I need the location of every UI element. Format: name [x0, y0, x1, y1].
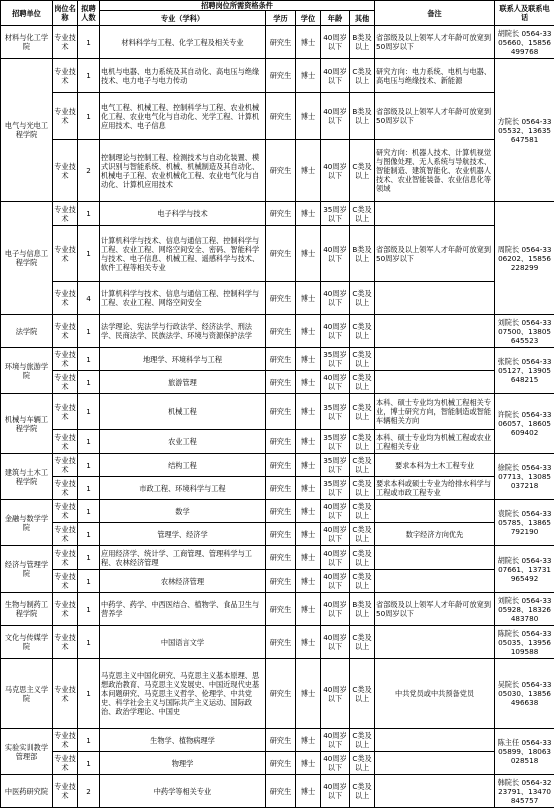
contact-cell: 陈主任 0564-3305899、18063028518: [495, 729, 554, 775]
position-cell: 专业技术: [53, 282, 78, 315]
age-cell: 35周岁以下: [321, 394, 350, 430]
position-cell: 专业技术: [53, 570, 78, 593]
note-cell: 本科、硕士专业均为机械工程相关专业，博士研究方向，智能制造或智能车辆相关方向: [375, 394, 495, 430]
note-cell: 省部级及以上领军人才年龄可放宽到50周岁以下: [375, 93, 495, 140]
count-cell: 1: [78, 626, 100, 659]
header-education: 学历: [266, 11, 296, 26]
count-cell: 1: [78, 226, 100, 282]
other-cell: B类及以上: [350, 226, 375, 282]
age-cell: 40周岁以下: [321, 775, 350, 808]
unit-cell: 电气与光电工程学院: [1, 59, 53, 202]
contact-cell: 张院长 0564-3305127、13905648215: [495, 348, 554, 394]
other-cell: C类及以上: [350, 626, 375, 659]
other-cell: C类及以上: [350, 546, 375, 570]
position-cell: 专业技术: [53, 202, 78, 226]
table-row: [1, 93, 554, 140]
age-cell: 40周岁以下: [321, 26, 350, 59]
count-cell: 1: [78, 570, 100, 593]
degree-cell: 博士: [296, 477, 321, 500]
position-cell: 专业技术: [53, 477, 78, 500]
other-cell: C类及以上: [350, 202, 375, 226]
table-row: [1, 454, 554, 477]
unit-cell: 经济与管理学院: [1, 546, 53, 593]
note-cell: 要求本科或硕士专业为给排水科学与工程或市政工程专业: [375, 477, 495, 500]
degree-cell: 博士: [296, 371, 321, 394]
unit-cell: 金融与数学学院: [1, 500, 53, 546]
other-cell: C类及以上: [350, 282, 375, 315]
major-cell: 地理学、环境科学与工程: [100, 348, 266, 371]
degree-cell: 博士: [296, 202, 321, 226]
age-cell: 35周岁以下: [321, 454, 350, 477]
count-cell: 2: [78, 775, 100, 808]
education-cell: 研究生: [266, 371, 296, 394]
table-row: [1, 371, 554, 394]
header-age: 年龄: [321, 11, 350, 26]
note-cell: 数字经济方向优先: [375, 523, 495, 546]
age-cell: 35周岁以下: [321, 202, 350, 226]
position-cell: 专业技术: [53, 626, 78, 659]
age-cell: 40周岁以下: [321, 93, 350, 140]
note-cell: [375, 202, 495, 226]
major-cell: 计算机科学与技术、信息与通信工程、控制科学与工程、农业工程、网络空间安全、密码、智能科学与技术、电子信息、机械工程、遥感科学与技术、软件工程等相关专业: [100, 226, 266, 282]
note-cell: [375, 546, 495, 570]
major-cell: 中国语言文学: [100, 626, 266, 659]
note-cell: [375, 570, 495, 593]
age-cell: 35周岁以下: [321, 477, 350, 500]
contact-cell: 周院长 0564-3306202、15856228299: [495, 202, 554, 315]
major-cell: 中药学等相关专业: [100, 775, 266, 808]
education-cell: 研究生: [266, 752, 296, 775]
position-cell: 专业技术: [53, 93, 78, 140]
degree-cell: 博士: [296, 26, 321, 59]
unit-cell: 机械与车辆工程学院: [1, 394, 53, 454]
major-cell: 应用经济学、统计学、工商管理、管理科学与工程、农林经济管理: [100, 546, 266, 570]
other-cell: C类及以上: [350, 348, 375, 371]
other-cell: C类及以上: [350, 394, 375, 430]
other-cell: C类及以上: [350, 430, 375, 454]
header-other: 其他: [350, 11, 375, 26]
position-cell: 专业技术: [53, 523, 78, 546]
note-cell: [375, 626, 495, 659]
position-cell: 专业技术: [53, 729, 78, 752]
major-cell: 计算机科学与技术、信息与通信工程、控制科学与工程、农业工程、网络空间安全: [100, 282, 266, 315]
other-cell: C类及以上: [350, 140, 375, 202]
count-cell: 1: [78, 593, 100, 626]
contact-cell: 胡院长 0564-3307661、13731965492: [495, 546, 554, 593]
note-cell: [375, 775, 495, 808]
other-cell: C类及以上: [350, 523, 375, 546]
position-cell: 专业技术: [53, 26, 78, 59]
count-cell: 1: [78, 348, 100, 371]
unit-cell: 中医药研究院: [1, 775, 53, 808]
education-cell: 研究生: [266, 315, 296, 348]
major-cell: 数学: [100, 500, 266, 523]
table-row: [1, 500, 554, 523]
table-row: [1, 315, 554, 348]
degree-cell: 博士: [296, 394, 321, 430]
education-cell: 研究生: [266, 500, 296, 523]
contact-cell: 许院长 0564-3306057、18605609402: [495, 394, 554, 454]
degree-cell: 博士: [296, 315, 321, 348]
unit-cell: 材料与化工学院: [1, 26, 53, 59]
major-cell: 农林经济管理: [100, 570, 266, 593]
position-cell: 专业技术: [53, 226, 78, 282]
degree-cell: 博士: [296, 430, 321, 454]
other-cell: C类及以上: [350, 729, 375, 752]
position-cell: 专业技术: [53, 371, 78, 394]
age-cell: 40周岁以下: [321, 500, 350, 523]
position-cell: 专业技术: [53, 775, 78, 808]
contact-cell: 吴院长 0564-3305030、13856496638: [495, 659, 554, 729]
note-cell: [375, 500, 495, 523]
age-cell: 40周岁以下: [321, 315, 350, 348]
age-cell: 40周岁以下: [321, 546, 350, 570]
note-cell: [375, 315, 495, 348]
education-cell: 研究生: [266, 59, 296, 93]
header-degree: 学位: [296, 11, 321, 26]
count-cell: 1: [78, 26, 100, 59]
other-cell: C类及以上: [350, 371, 375, 394]
education-cell: 研究生: [266, 729, 296, 752]
count-cell: 1: [78, 477, 100, 500]
education-cell: 研究生: [266, 140, 296, 202]
major-cell: 旅游管理: [100, 371, 266, 394]
unit-cell: 马克思主义学院: [1, 659, 53, 729]
count-cell: 1: [78, 394, 100, 430]
table-row: [1, 523, 554, 546]
degree-cell: 博士: [296, 348, 321, 371]
age-cell: 40周岁以下: [321, 570, 350, 593]
header-unit: 招聘单位: [1, 1, 53, 26]
table-row: [1, 26, 554, 59]
other-cell: C类及以上: [350, 500, 375, 523]
degree-cell: 博士: [296, 775, 321, 808]
header-contact: 联系人及联系电话: [495, 1, 554, 26]
count-cell: 1: [78, 430, 100, 454]
education-cell: 研究生: [266, 570, 296, 593]
education-cell: 研究生: [266, 626, 296, 659]
other-cell: C类及以上: [350, 59, 375, 93]
other-cell: C类及以上: [350, 775, 375, 808]
unit-cell: 文化与传媒学院: [1, 626, 53, 659]
count-cell: 2: [78, 140, 100, 202]
table-row: [1, 626, 554, 659]
degree-cell: 博士: [296, 570, 321, 593]
education-cell: 研究生: [266, 226, 296, 282]
position-cell: 专业技术: [53, 140, 78, 202]
note-cell: [375, 371, 495, 394]
education-cell: 研究生: [266, 477, 296, 500]
degree-cell: 博士: [296, 282, 321, 315]
count-cell: 1: [78, 454, 100, 477]
major-cell: 中药学、药学、中西医结合、植物学、食品卫生与营养学: [100, 593, 266, 626]
other-cell: C类及以上: [350, 454, 375, 477]
degree-cell: 博士: [296, 659, 321, 729]
note-cell: 省部级及以上领军人才年龄可放宽到50周岁以下: [375, 593, 495, 626]
header-position: 岗位名称: [53, 1, 78, 26]
major-cell: 电气工程、机械工程、控制科学与工程、农业机械化工程、农业电气化与自动化、光学工程、计算机应用技术、电子信息: [100, 93, 266, 140]
education-cell: 研究生: [266, 282, 296, 315]
education-cell: 研究生: [266, 775, 296, 808]
contact-cell: 胡院长 0564-3305660、15856499768: [495, 26, 554, 59]
position-cell: 专业技术: [53, 394, 78, 430]
contact-cell: 方院长 0564-3305532、13635647581: [495, 59, 554, 202]
degree-cell: 博士: [296, 546, 321, 570]
note-cell: 研究方向：电力系统、电机与电器、高电压与绝缘技术、新能源: [375, 59, 495, 93]
position-cell: 专业技术: [53, 500, 78, 523]
other-cell: B类及以上: [350, 93, 375, 140]
count-cell: 1: [78, 59, 100, 93]
major-cell: 电机与电器、电力系统及其自动化、高电压与绝缘技术、电力电子与电力传动: [100, 59, 266, 93]
major-cell: 法学理论、宪法学与行政法学、经济法学、刑法学、民商法学、民族法学、环境与资源保护法学: [100, 315, 266, 348]
other-cell: C类及以上: [350, 477, 375, 500]
contact-cell: 刘院长 0564-3307500、13805645523: [495, 315, 554, 348]
degree-cell: 博士: [296, 140, 321, 202]
education-cell: 研究生: [266, 348, 296, 371]
age-cell: 40周岁以下: [321, 729, 350, 752]
age-cell: 40周岁以下: [321, 59, 350, 93]
other-cell: C类及以上: [350, 659, 375, 729]
degree-cell: 博士: [296, 93, 321, 140]
education-cell: 研究生: [266, 26, 296, 59]
count-cell: 1: [78, 93, 100, 140]
table-row: [1, 282, 554, 315]
age-cell: 40周岁以下: [321, 140, 350, 202]
major-cell: 电子科学与技术: [100, 202, 266, 226]
unit-cell: 生物与制药工程学院: [1, 593, 53, 626]
header-count: 拟聘人数: [78, 1, 100, 26]
count-cell: 1: [78, 729, 100, 752]
count-cell: 1: [78, 659, 100, 729]
table-row: [1, 775, 554, 808]
education-cell: 研究生: [266, 546, 296, 570]
education-cell: 研究生: [266, 659, 296, 729]
table-row: [1, 477, 554, 500]
table-row: [1, 570, 554, 593]
unit-cell: 环境与旅游学院: [1, 348, 53, 394]
age-cell: 40周岁以下: [321, 659, 350, 729]
degree-cell: 博士: [296, 626, 321, 659]
count-cell: 1: [78, 202, 100, 226]
table-row: [1, 430, 554, 454]
header-major: 专业（学科）: [100, 11, 266, 26]
position-cell: 专业技术: [53, 593, 78, 626]
contact-cell: 刘院长 0564-3305928、18326483780: [495, 593, 554, 626]
age-cell: 40周岁以下: [321, 371, 350, 394]
note-cell: 要求本科为土木工程专业: [375, 454, 495, 477]
other-cell: B类及以上: [350, 593, 375, 626]
major-cell: 材料科学与工程、化学工程及相关专业: [100, 26, 266, 59]
degree-cell: 博士: [296, 226, 321, 282]
major-cell: 结构工程: [100, 454, 266, 477]
position-cell: 专业技术: [53, 315, 78, 348]
major-cell: 市政工程、环境科学与工程: [100, 477, 266, 500]
other-cell: C类及以上: [350, 570, 375, 593]
education-cell: 研究生: [266, 394, 296, 430]
table-row: [1, 202, 554, 226]
major-cell: 农业工程: [100, 430, 266, 454]
position-cell: 专业技术: [53, 454, 78, 477]
degree-cell: 博士: [296, 500, 321, 523]
age-cell: 40周岁以下: [321, 523, 350, 546]
note-cell: 省部级及以上领军人才年龄可放宽到50周岁以下: [375, 26, 495, 59]
other-cell: B类及以上: [350, 26, 375, 59]
count-cell: 1: [78, 500, 100, 523]
note-cell: [375, 282, 495, 315]
contact-cell: 韩院长 0564-3223791、13470845757: [495, 775, 554, 808]
table-row: [1, 546, 554, 570]
unit-cell: 电子与信息工程学院: [1, 202, 53, 315]
education-cell: 研究生: [266, 202, 296, 226]
note-cell: 研究方向：机器人技术、计算机视觉与图像处理、无人系统与导航技术、智能制造、建筑智能化、农业机器人技术、农业智能装备、农业信息化等领域: [375, 140, 495, 202]
age-cell: 40周岁以下: [321, 593, 350, 626]
note-cell: 省部级及以上领军人才年龄可放宽到50周岁以下: [375, 226, 495, 282]
age-cell: 40周岁以下: [321, 752, 350, 775]
education-cell: 研究生: [266, 93, 296, 140]
other-cell: C类及以上: [350, 315, 375, 348]
unit-cell: 法学院: [1, 315, 53, 348]
count-cell: 1: [78, 523, 100, 546]
note-cell: [375, 752, 495, 775]
count-cell: 1: [78, 371, 100, 394]
position-cell: 专业技术: [53, 348, 78, 371]
position-cell: 专业技术: [53, 752, 78, 775]
other-cell: C类及以上: [350, 752, 375, 775]
degree-cell: 博士: [296, 752, 321, 775]
header-conditions: 招聘岗位所需资格条件: [100, 1, 375, 11]
contact-cell: 袁院长 0564-3305785、13865792190: [495, 500, 554, 546]
age-cell: 40周岁以下: [321, 226, 350, 282]
age-cell: 35周岁以下: [321, 430, 350, 454]
education-cell: 研究生: [266, 523, 296, 546]
degree-cell: 博士: [296, 593, 321, 626]
table-row: [1, 752, 554, 775]
note-cell: 本科、硕士专业均为机械工程或农业工程相关专业: [375, 430, 495, 454]
contact-cell: 徐院长 0564-3307713、13085037218: [495, 454, 554, 500]
table-row: [1, 593, 554, 626]
education-cell: 研究生: [266, 593, 296, 626]
position-cell: 专业技术: [53, 546, 78, 570]
header-note: 备注: [375, 1, 495, 26]
contact-cell: 陈院长 0564-3305035、13956109588: [495, 626, 554, 659]
position-cell: 专业技术: [53, 59, 78, 93]
education-cell: 研究生: [266, 430, 296, 454]
note-cell: 中共党员或中共预备党员: [375, 659, 495, 729]
degree-cell: 博士: [296, 59, 321, 93]
age-cell: 40周岁以下: [321, 282, 350, 315]
degree-cell: 博士: [296, 523, 321, 546]
degree-cell: 博士: [296, 729, 321, 752]
table-row: [1, 659, 554, 729]
major-cell: 管理学、经济学: [100, 523, 266, 546]
count-cell: 1: [78, 546, 100, 570]
table-row: [1, 348, 554, 371]
note-cell: [375, 348, 495, 371]
count-cell: 1: [78, 752, 100, 775]
table-row: [1, 226, 554, 282]
major-cell: 生物学、植物病理学: [100, 729, 266, 752]
note-cell: [375, 729, 495, 752]
major-cell: 控制理论与控制工程、检测技术与自动化装置、模式识别与智能系统、机械、机械制造及其自动化、机械电子工程、农业机械化工程、农业电气化与自动化、计算机应用技术: [100, 140, 266, 202]
major-cell: 物理学: [100, 752, 266, 775]
major-cell: 马克思主义中国化研究、马克思主义基本原理、思想政治教育、马克思主义发展史、中国近现代史基本问题研究、马克思主义哲学、伦理学、中共党史、科学社会主义与国际共产主义运动、国际政治、政治学理论、中国史: [100, 659, 266, 729]
degree-cell: 博士: [296, 454, 321, 477]
age-cell: 35周岁以下: [321, 348, 350, 371]
table-row: [1, 729, 554, 752]
count-cell: 4: [78, 282, 100, 315]
education-cell: 研究生: [266, 454, 296, 477]
count-cell: 1: [78, 315, 100, 348]
unit-cell: 建筑与土木工程学院: [1, 454, 53, 500]
table-row: [1, 394, 554, 430]
age-cell: 40周岁以下: [321, 626, 350, 659]
table-row: [1, 140, 554, 202]
position-cell: 专业技术: [53, 430, 78, 454]
position-cell: 专业技术: [53, 659, 78, 729]
table-row: [1, 59, 554, 93]
major-cell: 机械工程: [100, 394, 266, 430]
unit-cell: 实验实训教学管理部: [1, 729, 53, 775]
